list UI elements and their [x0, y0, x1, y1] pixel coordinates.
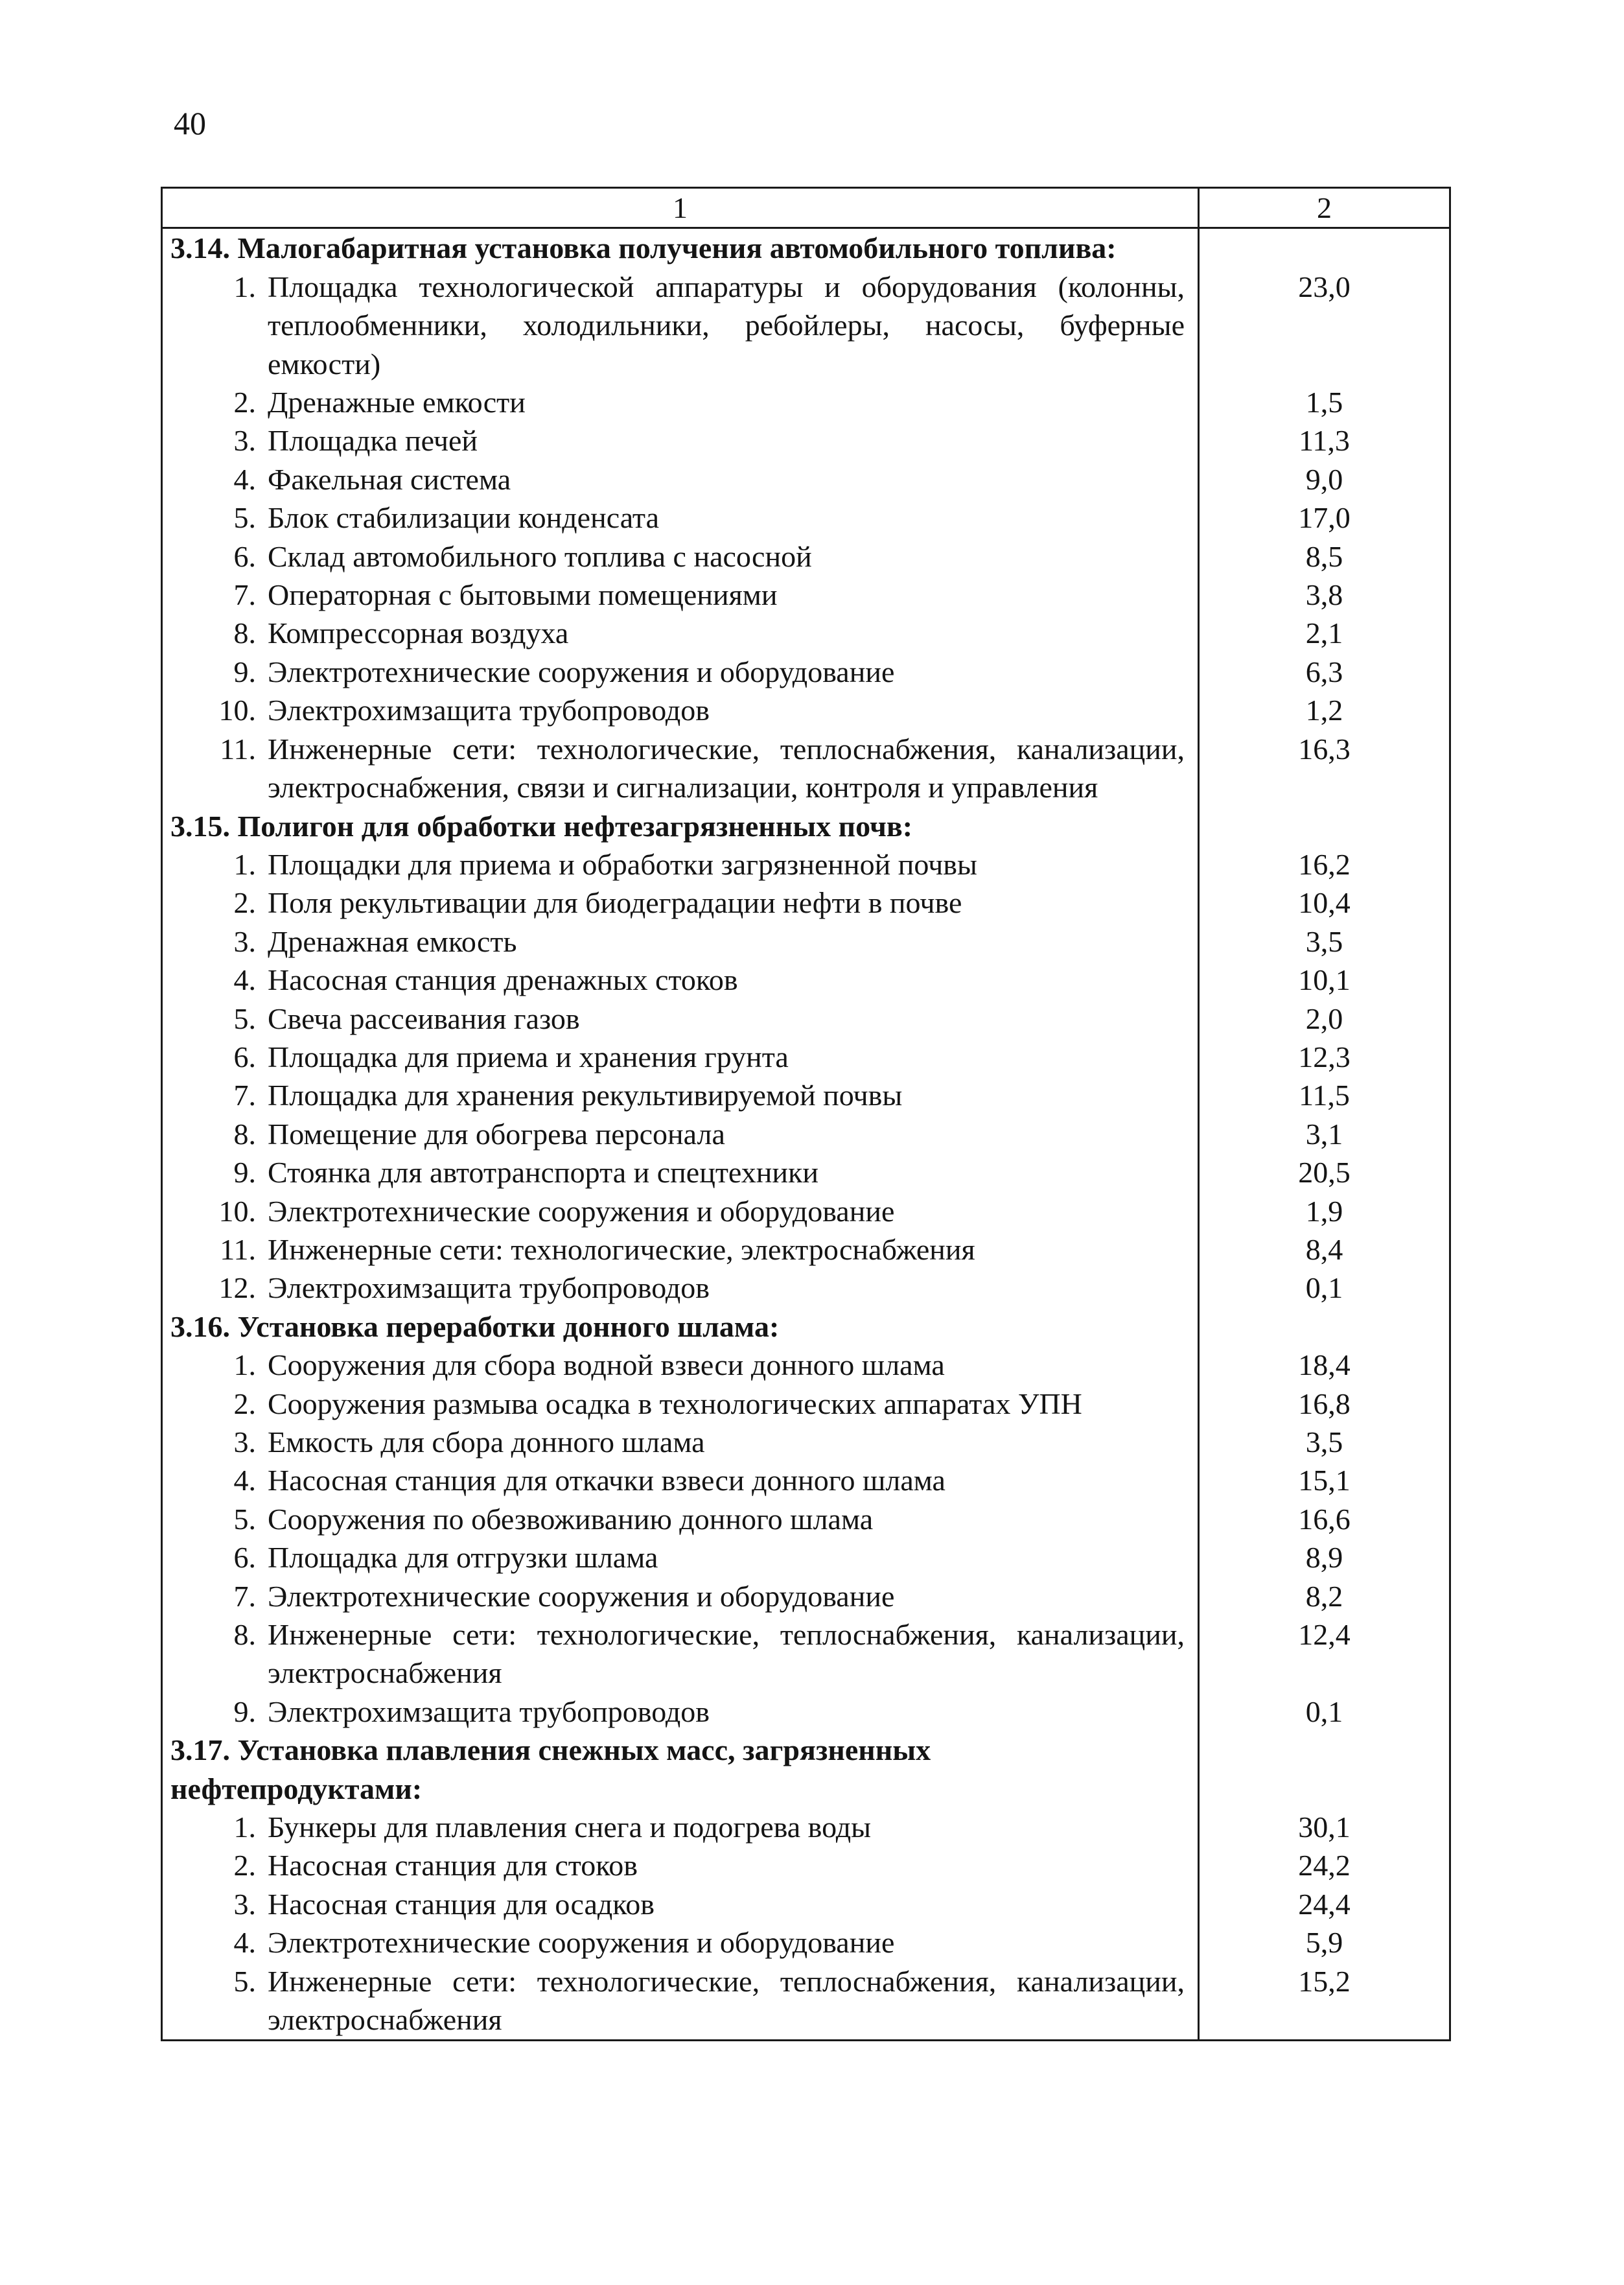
section-title: 3.17. Установка плавления снежных масс, загрязненных нефтепродуктами: [162, 1731, 1199, 1808]
item-value: 1,9 [1199, 1192, 1450, 1230]
data-table [161, 187, 1451, 2041]
item-value: 8,2 [1199, 1577, 1450, 1615]
item-number: 6. [233, 1040, 256, 1073]
item-cell [162, 1962, 1199, 2040]
item-cell [162, 653, 1199, 691]
item-text: Электротехнические сооружения и оборудование [268, 1926, 895, 1960]
item-wrap [163, 1076, 1198, 1114]
page-number: 40 [174, 105, 206, 141]
item-cell [162, 1615, 1199, 1693]
item-cell [162, 1500, 1199, 1538]
column-header-1: 1 [162, 188, 1199, 228]
section-value-empty [1199, 228, 1450, 268]
section-row [162, 1307, 1450, 1346]
item-text: Емкость для сбора донного шлама [268, 1425, 705, 1459]
table-row [162, 1269, 1450, 1307]
item-text: Склад автомобильного топлива с насосной [268, 539, 812, 573]
item-text: Инженерные сети: технологические, электроснабжения [268, 1232, 975, 1266]
table-row [162, 1230, 1450, 1269]
item-wrap [163, 1000, 1198, 1038]
item-cell [162, 421, 1199, 460]
item-number: 5. [233, 1002, 256, 1035]
item-cell [162, 1693, 1199, 1731]
item-value: 15,1 [1199, 1461, 1450, 1499]
item-cell [162, 845, 1199, 884]
item-number: 3. [233, 1887, 256, 1921]
item-wrap [163, 498, 1198, 537]
item-value: 5,9 [1199, 1923, 1450, 1962]
item-value: 16,6 [1199, 1500, 1450, 1538]
table-row [162, 1923, 1450, 1962]
table-row [162, 1538, 1450, 1576]
item-text: Сооружения размыва осадка в технологических аппаратах УПН [268, 1387, 1082, 1420]
item-value: 23,0 [1199, 268, 1450, 383]
item-number: 10. [218, 1194, 256, 1228]
item-cell [162, 537, 1199, 576]
item-cell [162, 1885, 1199, 1923]
item-text: Операторная с бытовыми помещениями [268, 578, 778, 612]
table-body [162, 228, 1450, 2040]
table-row [162, 383, 1450, 421]
item-value: 12,3 [1199, 1038, 1450, 1076]
item-cell [162, 884, 1199, 922]
item-number: 6. [233, 539, 256, 573]
item-text: Поля рекультивации для биодеградации нефти в почве [268, 886, 962, 920]
item-wrap [163, 1153, 1198, 1191]
item-text: Свеча рассеивания газов [268, 1002, 580, 1035]
column-header-2: 2 [1199, 188, 1450, 228]
table-row [162, 1385, 1450, 1423]
item-number: 8. [233, 1117, 256, 1151]
section-title: 3.15. Полигон для обработки нефтезагрязненных почв: [162, 807, 1199, 845]
item-text: Площадка для хранения рекультивируемой почвы [268, 1079, 903, 1112]
table-row [162, 1693, 1450, 1731]
item-number: 7. [233, 1079, 256, 1112]
item-value: 0,1 [1199, 1693, 1450, 1731]
item-number: 8. [233, 1618, 256, 1652]
table-row [162, 1192, 1450, 1230]
item-wrap [163, 1423, 1198, 1461]
item-value: 3,5 [1199, 922, 1450, 961]
table-row [162, 1153, 1450, 1191]
item-number: 12. [218, 1271, 256, 1305]
item-text: Инженерные сети: технологические, теплоснабжения, канализации, электроснабжения, связи и сигнализации, контроля и управления [268, 732, 1185, 804]
item-wrap [163, 1962, 1198, 2039]
item-value: 16,8 [1199, 1385, 1450, 1423]
section-row [162, 807, 1450, 845]
table-row [162, 884, 1450, 922]
item-value: 16,2 [1199, 845, 1450, 884]
item-wrap [163, 1346, 1198, 1384]
item-number: 2. [233, 1849, 256, 1882]
item-wrap [163, 1230, 1198, 1269]
item-value: 24,2 [1199, 1846, 1450, 1884]
item-value: 8,5 [1199, 537, 1450, 576]
item-number: 3. [233, 1425, 256, 1459]
item-value: 1,5 [1199, 383, 1450, 421]
table-row [162, 498, 1450, 537]
item-wrap [163, 1577, 1198, 1615]
table-row [162, 845, 1450, 884]
table-row [162, 922, 1450, 961]
item-number: 7. [233, 578, 256, 612]
item-cell [162, 1153, 1199, 1191]
item-number: 3. [233, 924, 256, 958]
table-row [162, 1808, 1450, 1846]
table-row [162, 1076, 1450, 1114]
table-row [162, 614, 1450, 652]
item-cell [162, 1385, 1199, 1423]
item-value: 8,4 [1199, 1230, 1450, 1269]
item-cell [162, 1538, 1199, 1576]
item-number: 5. [233, 501, 256, 535]
item-text: Насосная станция для откачки взвеси донного шлама [268, 1464, 945, 1497]
section-value-empty [1199, 1307, 1450, 1346]
item-wrap [163, 1808, 1198, 1846]
table-row [162, 1346, 1450, 1384]
item-text: Насосная станция для стоков [268, 1849, 638, 1882]
item-cell [162, 961, 1199, 999]
item-number: 9. [233, 655, 256, 688]
item-wrap [163, 537, 1198, 576]
item-cell [162, 730, 1199, 807]
item-value: 3,5 [1199, 1423, 1450, 1461]
table-row [162, 1115, 1450, 1153]
item-wrap [163, 691, 1198, 729]
item-number: 1. [233, 1348, 256, 1382]
item-wrap [163, 1615, 1198, 1693]
item-number: 4. [233, 1464, 256, 1497]
item-value: 11,5 [1199, 1076, 1450, 1114]
item-value: 2,0 [1199, 1000, 1450, 1038]
item-wrap [163, 730, 1198, 807]
item-text: Дренажные емкости [268, 386, 526, 419]
item-number: 2. [233, 386, 256, 419]
item-value: 30,1 [1199, 1808, 1450, 1846]
item-number: 11. [220, 1232, 256, 1266]
item-number: 11. [220, 732, 256, 766]
item-cell [162, 1076, 1199, 1114]
item-text: Сооружения для сбора водной взвеси донного шлама [268, 1348, 945, 1382]
item-text: Сооружения по обезвоживанию донного шлама [268, 1502, 874, 1536]
item-number: 3. [233, 424, 256, 458]
item-wrap [163, 576, 1198, 614]
section-row [162, 1731, 1450, 1808]
item-text: Площадка для отгрузки шлама [268, 1541, 658, 1575]
table-row [162, 460, 1450, 498]
item-text: Инженерные сети: технологические, теплоснабжения, канализации, электроснабжения [268, 1618, 1185, 1690]
table-row [162, 1038, 1450, 1076]
item-wrap [163, 1385, 1198, 1423]
item-text: Площадка печей [268, 424, 478, 458]
item-value: 12,4 [1199, 1615, 1450, 1693]
item-wrap [163, 1500, 1198, 1538]
item-text: Электротехнические сооружения и оборудование [268, 1579, 895, 1613]
table-row [162, 1461, 1450, 1499]
table-row [162, 1423, 1450, 1461]
item-wrap [163, 1115, 1198, 1153]
item-wrap [163, 460, 1198, 498]
item-cell [162, 498, 1199, 537]
section-title: 3.16. Установка переработки донного шлама: [162, 1307, 1199, 1346]
item-cell [162, 383, 1199, 421]
item-wrap [163, 1038, 1198, 1076]
item-wrap [163, 1269, 1198, 1307]
item-wrap [163, 884, 1198, 922]
item-text: Дренажная емкость [268, 924, 517, 958]
item-cell [162, 1269, 1199, 1307]
item-value: 8,9 [1199, 1538, 1450, 1576]
item-cell [162, 1577, 1199, 1615]
item-number: 7. [233, 1579, 256, 1613]
item-text: Стоянка для автотранспорта и спецтехники [268, 1156, 818, 1189]
item-wrap [163, 922, 1198, 961]
item-cell [162, 1808, 1199, 1846]
item-value: 6,3 [1199, 653, 1450, 691]
item-cell [162, 1423, 1199, 1461]
item-cell [162, 1192, 1199, 1230]
item-number: 4. [233, 1926, 256, 1960]
item-cell [162, 1115, 1199, 1153]
section-row [162, 228, 1450, 268]
table-row [162, 1577, 1450, 1615]
item-cell [162, 268, 1199, 383]
item-text: Площадка для приема и хранения грунта [268, 1040, 789, 1073]
item-text: Электротехнические сооружения и оборудование [268, 1194, 895, 1228]
item-value: 3,1 [1199, 1115, 1450, 1153]
table-row [162, 1846, 1450, 1884]
item-cell [162, 1038, 1199, 1076]
item-text: Блок стабилизации конденсата [268, 501, 659, 535]
item-wrap [163, 961, 1198, 999]
section-title: 3.14. Малогабаритная установка получения автомобильного топлива: [162, 228, 1199, 268]
item-value: 15,2 [1199, 1962, 1450, 2040]
item-text: Инженерные сети: технологические, теплоснабжения, канализации, электроснабжения [268, 1964, 1185, 2037]
item-value: 10,1 [1199, 961, 1450, 999]
item-cell [162, 922, 1199, 961]
item-text: Насосная станция для осадков [268, 1887, 655, 1921]
table-row [162, 961, 1450, 999]
item-number: 5. [233, 1964, 256, 1998]
item-value: 1,2 [1199, 691, 1450, 729]
item-number: 1. [233, 1810, 256, 1844]
item-text: Помещение для обогрева персонала [268, 1117, 725, 1151]
item-text: Электрохимзащита трубопроводов [268, 694, 710, 727]
item-value: 11,3 [1199, 421, 1450, 460]
item-wrap [163, 421, 1198, 460]
item-text: Факельная система [268, 462, 511, 496]
item-cell [162, 614, 1199, 652]
item-value: 9,0 [1199, 460, 1450, 498]
item-wrap [163, 1192, 1198, 1230]
item-cell [162, 576, 1199, 614]
item-cell [162, 691, 1199, 729]
item-value: 16,3 [1199, 730, 1450, 807]
item-number: 10. [218, 694, 256, 727]
item-number: 1. [233, 270, 256, 303]
item-number: 2. [233, 886, 256, 920]
item-text: Электрохимзащита трубопроводов [268, 1271, 710, 1305]
item-value: 10,4 [1199, 884, 1450, 922]
table-row [162, 691, 1450, 729]
item-wrap [163, 845, 1198, 884]
item-number: 1. [233, 847, 256, 881]
table-row [162, 1000, 1450, 1038]
item-number: 8. [233, 616, 256, 650]
item-number: 4. [233, 462, 256, 496]
item-cell [162, 460, 1199, 498]
item-number: 6. [233, 1541, 256, 1575]
item-wrap [163, 1846, 1198, 1884]
item-wrap [163, 653, 1198, 691]
table-row [162, 653, 1450, 691]
item-wrap [163, 1693, 1198, 1731]
item-wrap [163, 1885, 1198, 1923]
table-row [162, 268, 1450, 383]
section-value-empty [1199, 1731, 1450, 1808]
item-text: Электротехнические сооружения и оборудование [268, 655, 895, 688]
item-text: Компрессорная воздуха [268, 616, 569, 650]
item-text: Площадки для приема и обработки загрязненной почвы [268, 847, 977, 881]
item-value: 24,4 [1199, 1885, 1450, 1923]
item-cell [162, 1461, 1199, 1499]
table-row [162, 1885, 1450, 1923]
item-text: Электрохимзащита трубопроводов [268, 1694, 710, 1728]
item-value: 2,1 [1199, 614, 1450, 652]
item-wrap [163, 268, 1198, 383]
header-row [162, 188, 1450, 228]
section-value-empty [1199, 807, 1450, 845]
item-text: Площадка технологической аппаратуры и оборудования (колонны, теплообменники, холодильники, ребойлеры, насосы, буферные емкости) [268, 270, 1185, 381]
item-text: Бункеры для плавления снега и подогрева воды [268, 1810, 872, 1844]
item-number: 2. [233, 1387, 256, 1420]
item-cell [162, 1846, 1199, 1884]
item-number: 9. [233, 1156, 256, 1189]
table-row [162, 537, 1450, 576]
item-value: 17,0 [1199, 498, 1450, 537]
table-row [162, 730, 1450, 807]
item-cell [162, 1000, 1199, 1038]
item-wrap [163, 383, 1198, 421]
item-wrap [163, 1923, 1198, 1962]
item-wrap [163, 1538, 1198, 1576]
item-number: 9. [233, 1694, 256, 1728]
table-row [162, 1500, 1450, 1538]
item-value: 18,4 [1199, 1346, 1450, 1384]
item-value: 20,5 [1199, 1153, 1450, 1191]
table-row [162, 1615, 1450, 1693]
item-number: 5. [233, 1502, 256, 1536]
table-row [162, 1962, 1450, 2040]
item-text: Насосная станция дренажных стоков [268, 963, 738, 997]
item-wrap [163, 614, 1198, 652]
item-number: 4. [233, 963, 256, 997]
item-value: 3,8 [1199, 576, 1450, 614]
item-wrap [163, 1461, 1198, 1499]
table-row [162, 576, 1450, 614]
item-cell [162, 1230, 1199, 1269]
table-row [162, 421, 1450, 460]
item-cell [162, 1346, 1199, 1384]
item-value: 0,1 [1199, 1269, 1450, 1307]
item-cell [162, 1923, 1199, 1962]
